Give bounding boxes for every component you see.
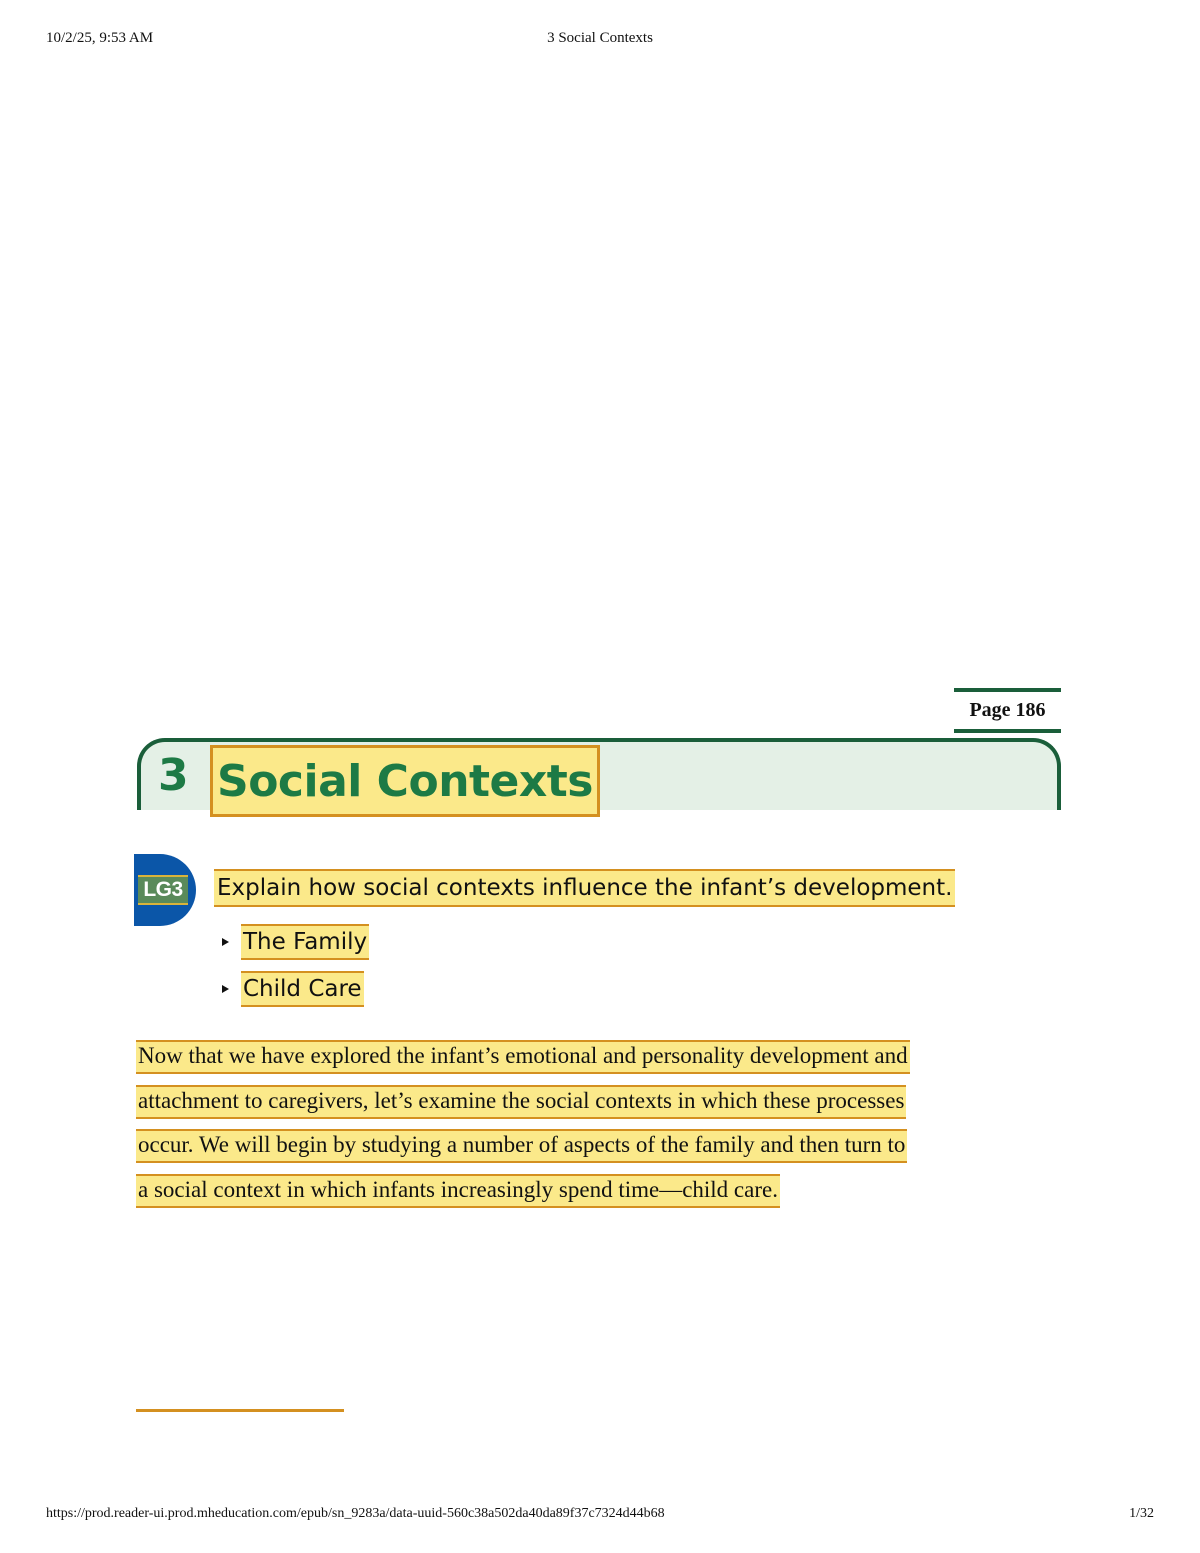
- print-footer: [46, 1506, 1154, 1526]
- print-doc-title: 3 Social Contexts: [547, 30, 653, 46]
- intro-line: occur. We will begin by studying a number of aspects of the family and then turn to: [136, 1129, 907, 1163]
- learning-goal-badge: [134, 854, 196, 926]
- triangle-right-icon: [222, 938, 229, 946]
- topic-item[interactable]: [222, 918, 369, 965]
- page-number-marker: Page 186: [954, 688, 1061, 733]
- intro-line: attachment to caregivers, let’s examine the social contexts in which these processes: [136, 1085, 906, 1119]
- print-page-count: 1/32: [1129, 1506, 1154, 1521]
- topic-item[interactable]: [222, 965, 369, 1012]
- topic-link-child-care[interactable]: Child Care: [241, 971, 364, 1007]
- footnote-divider: [136, 1409, 344, 1412]
- learning-goal-label: LG3: [138, 875, 188, 905]
- chapter-number: 3: [158, 750, 189, 801]
- print-header: [46, 30, 1154, 50]
- intro-line: a social context in which infants increasingly spend time—child care.: [136, 1174, 780, 1208]
- intro-paragraph: [136, 1040, 1066, 1218]
- triangle-right-icon: [222, 985, 229, 993]
- topic-link-family[interactable]: The Family: [241, 924, 369, 960]
- learning-goal-text: Explain how social contexts influence the infant’s development.: [214, 869, 955, 907]
- print-url: https://prod.reader-ui.prod.mheducation.com/epub/sn_9283a/data-uuid-560c38a502da40da89f37c7324d44b68: [46, 1506, 665, 1521]
- print-datetime: 10/2/25, 9:53 AM: [46, 30, 154, 46]
- intro-line: Now that we have explored the infant’s emotional and personality development and: [136, 1040, 910, 1074]
- topic-list: [222, 918, 369, 1012]
- chapter-title: Social Contexts: [210, 745, 600, 817]
